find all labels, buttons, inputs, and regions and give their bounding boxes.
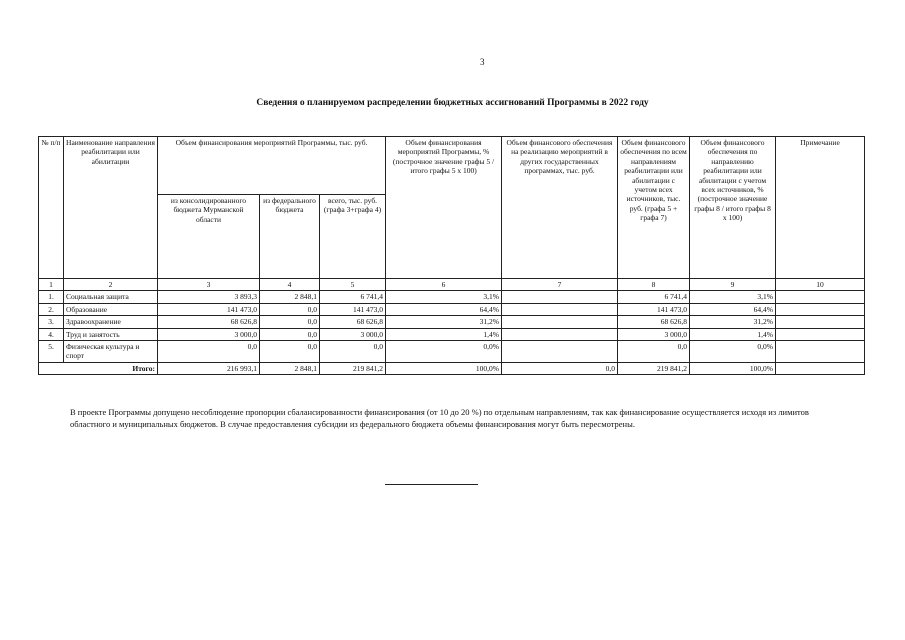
total-federal-budget: 2 848,1	[260, 362, 320, 374]
row-name: Образование	[64, 303, 158, 315]
total-sum: 219 841,2	[320, 362, 386, 374]
cell-other-programs	[502, 291, 618, 303]
total-note	[776, 362, 865, 374]
cell-regional-budget: 141 473,0	[158, 303, 260, 315]
total-row	[39, 362, 865, 374]
cell-note	[776, 316, 865, 328]
total-all-sources-percent: 100,0%	[690, 362, 776, 374]
header-cell-4: из федерального бюджета	[260, 195, 320, 279]
cell-federal-budget: 0,0	[260, 303, 320, 315]
header-cell-3: из консолидированного бюджета Мурманской области	[158, 195, 260, 279]
cell-all-sources: 0,0	[618, 340, 690, 362]
table-row	[39, 316, 865, 328]
column-number: 2	[64, 279, 158, 291]
total-regional-budget: 216 993,1	[158, 362, 260, 374]
total-program-percent: 100,0%	[386, 362, 502, 374]
cell-total: 0,0	[320, 340, 386, 362]
cell-total: 68 626,8	[320, 316, 386, 328]
cell-federal-budget: 0,0	[260, 328, 320, 340]
column-number: 6	[386, 279, 502, 291]
cell-federal-budget: 0,0	[260, 316, 320, 328]
cell-federal-budget: 2 848,1	[260, 291, 320, 303]
header-cell-9: Объем финансового обеспечения по направлению реабилитации или абилитации с учетом всех источников, % (построчное значение графы 8 / итого графы 8 х 100)	[690, 137, 776, 279]
cell-all-sources-percent: 64,4%	[690, 303, 776, 315]
document-title: Сведения о планируемом распределении бюджетных ассигнований Программы в 2022 году	[256, 98, 649, 108]
explanatory-note: В проекте Программы допущено несоблюдение пропорции сбалансированности финансирования (от 10 до 20 %) по отдельным направлениям, так как финансирование осуществляется исходя из лимитов областного и муниципальных бюджетов. В случае предоставления субсидии из федерального бюджета объемы финансирования могут быть пересмотрены.	[70, 407, 809, 430]
column-number: 4	[260, 279, 320, 291]
table-row	[39, 291, 865, 303]
header-cell-2: Наименование направления реабилитации или абилитации	[64, 137, 158, 279]
row-name: Физическая культура и спорт	[64, 340, 158, 362]
cell-regional-budget: 3 000,0	[158, 328, 260, 340]
cell-note	[776, 328, 865, 340]
cell-program-percent: 64,4%	[386, 303, 502, 315]
row-name: Социальная защита	[64, 291, 158, 303]
budget-table	[38, 136, 865, 375]
cell-other-programs	[502, 303, 618, 315]
page-number: 3	[480, 57, 485, 67]
total-label: Итого:	[39, 362, 158, 374]
header-cell-8: Объем финансового обеспечения по всем направлениям реабилитации или абилитации с учетом всех источников, тыс. руб. (графа 5 + графа 7)	[618, 137, 690, 279]
cell-regional-budget: 3 893,3	[158, 291, 260, 303]
column-number: 10	[776, 279, 865, 291]
column-number: 5	[320, 279, 386, 291]
cell-all-sources-percent: 0,0%	[690, 340, 776, 362]
cell-other-programs	[502, 340, 618, 362]
cell-all-sources: 141 473,0	[618, 303, 690, 315]
header-cell-1: № п/п	[39, 137, 64, 279]
row-number: 4.	[39, 328, 64, 340]
cell-note	[776, 303, 865, 315]
table-row	[39, 340, 865, 362]
cell-total: 3 000,0	[320, 328, 386, 340]
row-name: Труд и занятость	[64, 328, 158, 340]
cell-other-programs	[502, 328, 618, 340]
table-row	[39, 303, 865, 315]
cell-all-sources: 6 741,4	[618, 291, 690, 303]
table-row	[39, 328, 865, 340]
cell-program-percent: 31,2%	[386, 316, 502, 328]
row-number: 2.	[39, 303, 64, 315]
cell-regional-budget: 0,0	[158, 340, 260, 362]
column-number: 9	[690, 279, 776, 291]
cell-program-percent: 1,4%	[386, 328, 502, 340]
cell-program-percent: 0,0%	[386, 340, 502, 362]
header-cell-6: Объем финансирования мероприятий Программы, % (построчное значение графы 5 / итого графы 5 х 100)	[386, 137, 502, 279]
column-number: 3	[158, 279, 260, 291]
cell-all-sources: 68 626,8	[618, 316, 690, 328]
cell-total: 6 741,4	[320, 291, 386, 303]
column-number-row	[39, 279, 865, 291]
cell-note	[776, 340, 865, 362]
cell-all-sources-percent: 3,1%	[690, 291, 776, 303]
header-cell-group-3-5: Объем финансирования мероприятий Программы, тыс. руб.	[158, 137, 386, 195]
cell-all-sources-percent: 1,4%	[690, 328, 776, 340]
column-number: 1	[39, 279, 64, 291]
cell-total: 141 473,0	[320, 303, 386, 315]
header-cell-10: Примечание	[776, 137, 865, 279]
cell-federal-budget: 0,0	[260, 340, 320, 362]
header-cell-7: Объем финансового обеспечения на реализацию мероприятий в других государственных программах, тыс. руб.	[502, 137, 618, 279]
cell-note	[776, 291, 865, 303]
cell-other-programs	[502, 316, 618, 328]
cell-all-sources: 3 000,0	[618, 328, 690, 340]
cell-regional-budget: 68 626,8	[158, 316, 260, 328]
header-cell-5: всего, тыс. руб. (графа 3+графа 4)	[320, 195, 386, 279]
row-number: 3.	[39, 316, 64, 328]
column-number: 7	[502, 279, 618, 291]
separator-line	[385, 484, 478, 485]
row-number: 1.	[39, 291, 64, 303]
total-all-sources: 219 841,2	[618, 362, 690, 374]
column-number: 8	[618, 279, 690, 291]
cell-program-percent: 3,1%	[386, 291, 502, 303]
cell-all-sources-percent: 31,2%	[690, 316, 776, 328]
row-number: 5.	[39, 340, 64, 362]
row-name: Здравоохранение	[64, 316, 158, 328]
total-other-programs: 0,0	[502, 362, 618, 374]
header-row-1	[39, 137, 865, 195]
